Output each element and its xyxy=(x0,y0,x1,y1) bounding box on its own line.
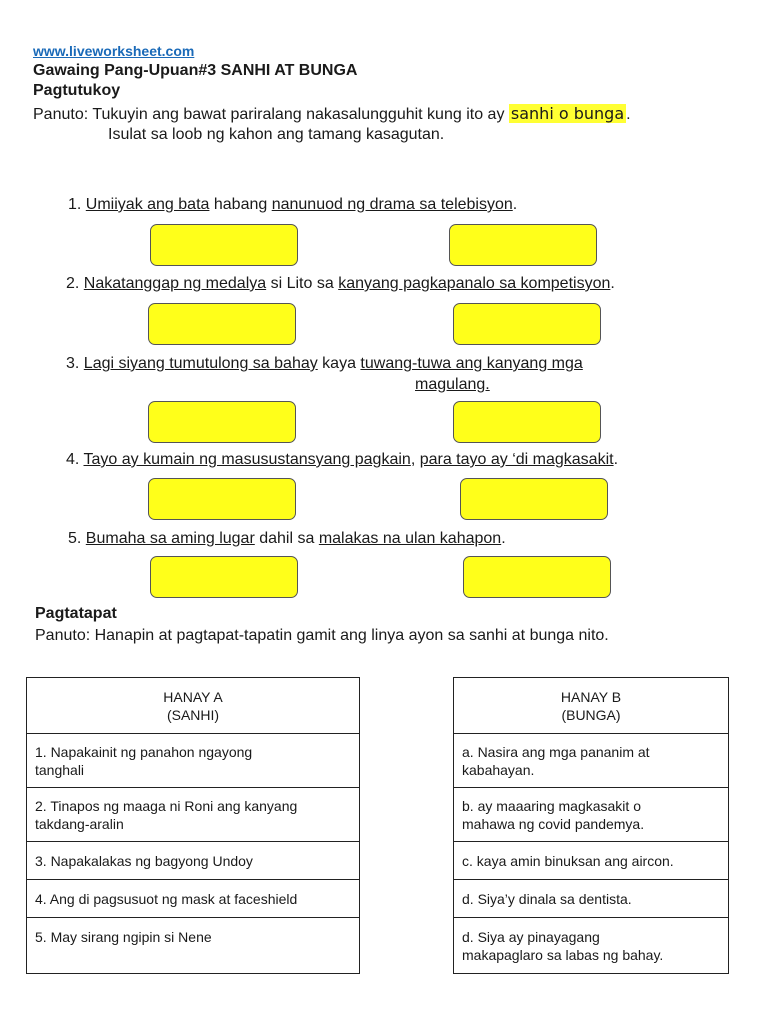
row-text: kabahayan. xyxy=(462,761,535,778)
item-phrase-b: malakas na ulan kahapon xyxy=(318,530,502,547)
row-text: takdang-aralin xyxy=(35,815,124,832)
answer-box-3b[interactable] xyxy=(453,401,601,443)
item-5 xyxy=(68,530,506,548)
item-number: 4. xyxy=(66,451,80,468)
row-text: a. Nasira ang mga pananim at xyxy=(462,743,650,760)
row-text: d. Siya’y dinala sa dentista. xyxy=(462,890,632,907)
item-phrase-a: Tayo ay kumain ng masusustansyang pagkain xyxy=(83,451,411,468)
row-text: 5. May sirang ngipin si Nene xyxy=(35,929,212,945)
instruction-2: Panuto: Hanapin at pagtapat-tapatin gamit ang linya ayon sa sanhi at bunga nito. xyxy=(35,627,609,644)
hanay-a-row-3[interactable] xyxy=(27,842,360,880)
item-end: . xyxy=(613,451,619,468)
item-3-line2 xyxy=(415,376,490,394)
instruction-1-highlight: sanhi o bunga xyxy=(510,104,625,123)
hanay-b-row-a[interactable] xyxy=(454,734,729,788)
item-phrase-b: tuwang-tuwa ang kanyang mga xyxy=(360,355,583,372)
answer-box-2b[interactable] xyxy=(453,303,601,345)
hanay-b-row-d[interactable] xyxy=(454,880,729,918)
item-phrase-b: nanunuod ng drama sa telebisyon xyxy=(271,196,513,213)
hanay-b-title: HANAY B xyxy=(560,688,622,705)
item-connector: habang xyxy=(209,196,272,213)
worksheet-title: Gawaing Pang-Upuan#3 SANHI AT BUNGA xyxy=(33,62,358,79)
item-phrase-b-cont: magulang. xyxy=(415,376,490,393)
hanay-b-row-c[interactable] xyxy=(454,842,729,880)
section-title-pagtatapat: Pagtatapat xyxy=(35,605,117,622)
item-phrase-a: Umiiyak ang bata xyxy=(85,196,210,213)
item-1 xyxy=(68,196,517,214)
row-text: mahawa ng covid pandemya. xyxy=(462,815,645,832)
item-phrase-a: Bumaha sa aming lugar xyxy=(85,530,255,547)
item-phrase-b: para tayo ay ‘di magkasakit xyxy=(419,451,614,468)
item-number: 1. xyxy=(68,196,82,213)
item-number: 3. xyxy=(66,355,80,372)
item-end: . xyxy=(610,275,615,292)
item-4 xyxy=(66,451,618,469)
answer-box-1b[interactable] xyxy=(449,224,597,266)
row-text: 4. Ang di pagsusuot ng mask at faceshield xyxy=(35,890,298,907)
item-end: . xyxy=(512,196,518,213)
instruction-1 xyxy=(33,104,631,124)
answer-box-4b[interactable] xyxy=(460,478,608,520)
item-phrase-a: Lagi siyang tumutulong sa bahay xyxy=(83,355,318,372)
item-connector: kaya xyxy=(317,355,361,372)
instruction-1-end: . xyxy=(626,106,631,123)
answer-box-2a[interactable] xyxy=(148,303,296,345)
row-text: c. kaya amin binuksan ang aircon. xyxy=(462,852,674,869)
item-2 xyxy=(66,275,615,293)
answer-box-5a[interactable] xyxy=(150,556,298,598)
instruction-1-text: Panuto: Tukuyin ang bawat pariralang nakasalungguhit kung ito ay xyxy=(33,106,509,123)
item-connector: dahil sa xyxy=(254,530,319,547)
row-text: 2. Tinapos ng maaga ni Roni ang kanyang xyxy=(35,797,298,814)
row-text: 1. Napakainit ng panahon ngayong xyxy=(35,743,253,760)
row-text: 3. Napakalakas ng bagyong Undoy xyxy=(35,852,253,869)
hanay-a-table xyxy=(26,677,360,974)
hanay-b-row-e[interactable] xyxy=(454,918,729,974)
row-text: makapaglaro sa labas ng bahay. xyxy=(462,946,664,963)
section-title-pagtutukoy: Pagtutukoy xyxy=(33,82,121,99)
hanay-b-subtitle: (BUNGA) xyxy=(561,706,621,723)
hanay-a-header xyxy=(27,678,360,734)
instruction-1-line2: Isulat sa loob ng kahon ang tamang kasagutan. xyxy=(108,126,445,143)
item-connector: , xyxy=(410,451,420,468)
hanay-a-row-1[interactable] xyxy=(27,734,360,788)
hanay-a-subtitle: (SANHI) xyxy=(166,706,220,723)
hanay-b-header xyxy=(454,678,729,734)
hanay-a-row-2[interactable] xyxy=(27,788,360,842)
hanay-a-title: HANAY A xyxy=(163,688,223,705)
item-3 xyxy=(66,355,583,373)
item-phrase-a: Nakatanggap ng medalya xyxy=(83,275,267,292)
item-number: 2. xyxy=(66,275,80,292)
item-phrase-b: kanyang pagkapanalo sa kompetisyon xyxy=(338,275,611,292)
item-end: . xyxy=(501,530,506,547)
row-text: d. Siya ay pinayagang xyxy=(462,928,600,945)
hanay-b-table xyxy=(453,677,729,974)
item-connector: si Lito sa xyxy=(266,275,339,292)
row-text: b. ay maaaring magkasakit o xyxy=(462,797,641,814)
site-link[interactable]: www.liveworksheet.com xyxy=(33,43,195,59)
answer-box-4a[interactable] xyxy=(148,478,296,520)
answer-box-3a[interactable] xyxy=(148,401,296,443)
answer-box-5b[interactable] xyxy=(463,556,611,598)
hanay-a-row-5[interactable] xyxy=(27,918,360,974)
hanay-a-row-4[interactable] xyxy=(27,880,360,918)
answer-box-1a[interactable] xyxy=(150,224,298,266)
row-text: tanghali xyxy=(35,761,85,778)
item-number: 5. xyxy=(68,530,82,547)
hanay-b-row-b[interactable] xyxy=(454,788,729,842)
